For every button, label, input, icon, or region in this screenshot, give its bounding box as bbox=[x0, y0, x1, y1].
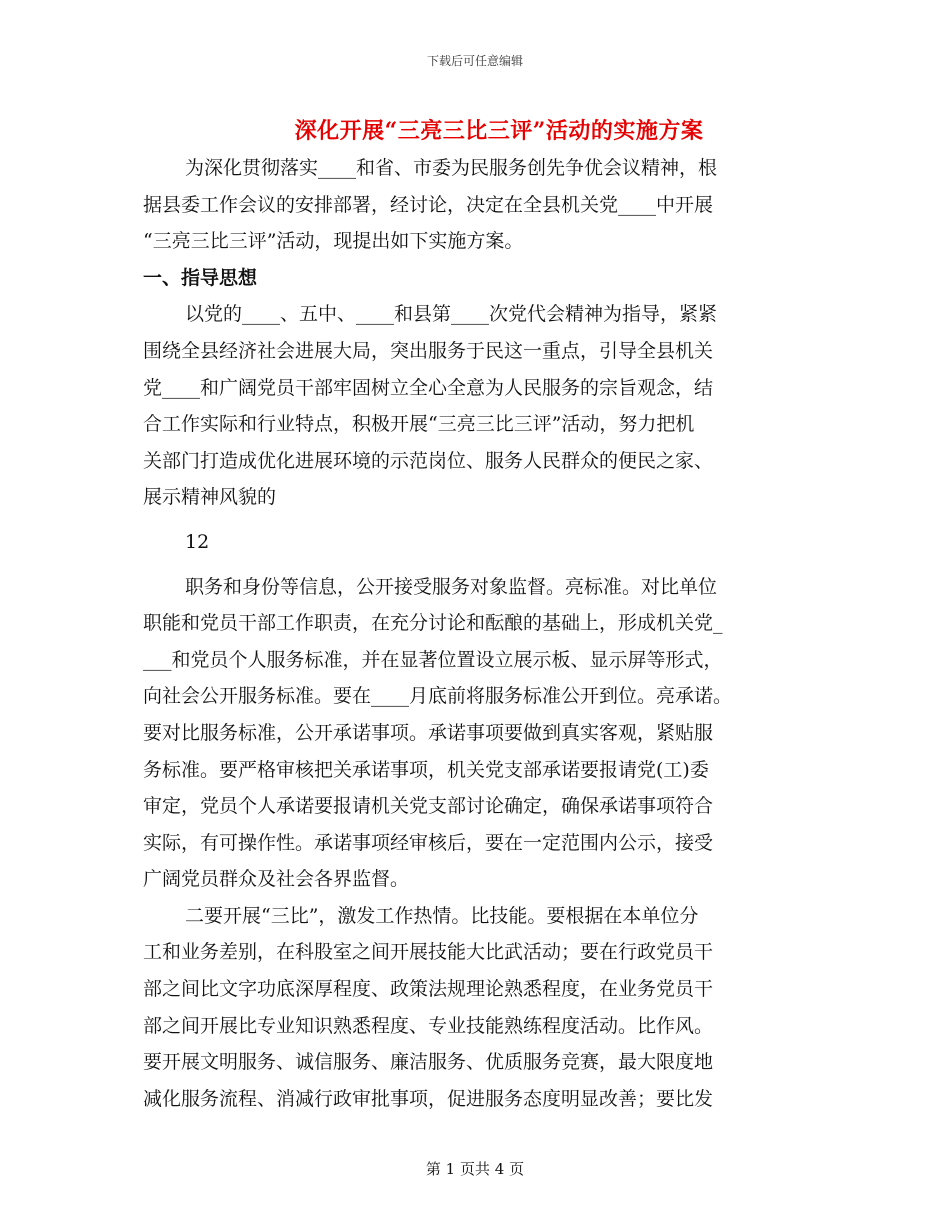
paragraph-line: 以党的____、五中、____和县第____次党代会精神为指导，紧紧 bbox=[185, 303, 718, 326]
paragraph-line: ___和党员个人服务标准，并在显著位置设立展示板、显示屏等形式， bbox=[143, 648, 723, 671]
paragraph-line: 职能和党员干部工作职责，在充分讨论和酝酿的基础上，形成机关党_ bbox=[143, 612, 723, 635]
paragraph-line: 合工作实际和行业特点，积极开展“三亮三比三评”活动，努力把机 bbox=[143, 413, 695, 436]
document-title: 深化开展“三亮三比三评”活动的实施方案 bbox=[294, 118, 704, 144]
document-body bbox=[143, 150, 815, 1117]
section-heading: 一、指导思想 bbox=[143, 266, 258, 289]
paragraph-line: 部之间开展比专业知识熟悉程度、专业技能熟练程度活动。比作风。 bbox=[143, 1014, 714, 1037]
paragraph-line: 工和业务差别，在科股室之间开展技能大比武活动；要在行政党员干 bbox=[143, 941, 714, 964]
header-note: 下载后可任意编辑 bbox=[426, 54, 523, 68]
page-footer: 第 1 页共 4 页 bbox=[425, 1160, 525, 1178]
paragraph-line: 据县委工作会议的安排部署，经讨论，决定在全县机关党____中开展 bbox=[143, 193, 714, 216]
page-marker: 12 bbox=[185, 530, 210, 553]
paragraph-line: 务标准。要严格审核把关承诺事项，机关党支部承诺要报请党(工)委 bbox=[143, 758, 709, 781]
paragraph-line: 要开展文明服务、诚信服务、廉洁服务、优质服务竞赛，最大限度地 bbox=[143, 1051, 714, 1074]
paragraph-line: 审定，党员个人承诺要报请机关党支部讨论确定，确保承诺事项符合 bbox=[143, 795, 714, 818]
paragraph-line: 二要开展“三比”，激发工作热情。比技能。要根据在本单位分 bbox=[185, 904, 699, 927]
paragraph-line: 围绕全县经济社会进展大局，突出服务于民这一重点，引导全县机关 bbox=[143, 339, 714, 362]
paragraph-line: 广阔党员群众及社会各界监督。 bbox=[143, 868, 410, 891]
paragraph-line: 关部门打造成优化进展环境的示范岗位、服务人民群众的便民之家、 bbox=[143, 449, 714, 472]
paragraph-line: “三亮三比三评”活动，现提出如下实施方案。 bbox=[143, 230, 524, 253]
paragraph-line: 向社会公开服务标准。要在____月底前将服务标准公开到位。亮承诺。 bbox=[143, 685, 733, 708]
paragraph-line: 为深化贯彻落实____和省、市委为民服务创先争优会议精神，根 bbox=[185, 157, 718, 179]
paragraph-line: 职务和身份等信息，公开接受服务对象监督。亮标准。对比单位 bbox=[185, 575, 718, 598]
paragraph-line: 减化服务流程、消减行政审批事项，促进服务态度明显改善；要比发 bbox=[143, 1087, 714, 1110]
paragraph-line: 要对比服务标准，公开承诺事项。承诺事项要做到真实客观，紧贴服 bbox=[143, 721, 714, 744]
paragraph-line: 展示精神风貌的 bbox=[143, 486, 277, 509]
paragraph-line: 部之间比文字功底深厚程度、政策法规理论熟悉程度，在业务党员干 bbox=[143, 978, 714, 1001]
paragraph-line: 实际，有可操作性。承诺事项经审核后，要在一定范围内公示，接受 bbox=[143, 831, 714, 854]
paragraph-line: 党____和广阔党员干部牢固树立全心全意为人民服务的宗旨观念，结 bbox=[143, 376, 714, 399]
